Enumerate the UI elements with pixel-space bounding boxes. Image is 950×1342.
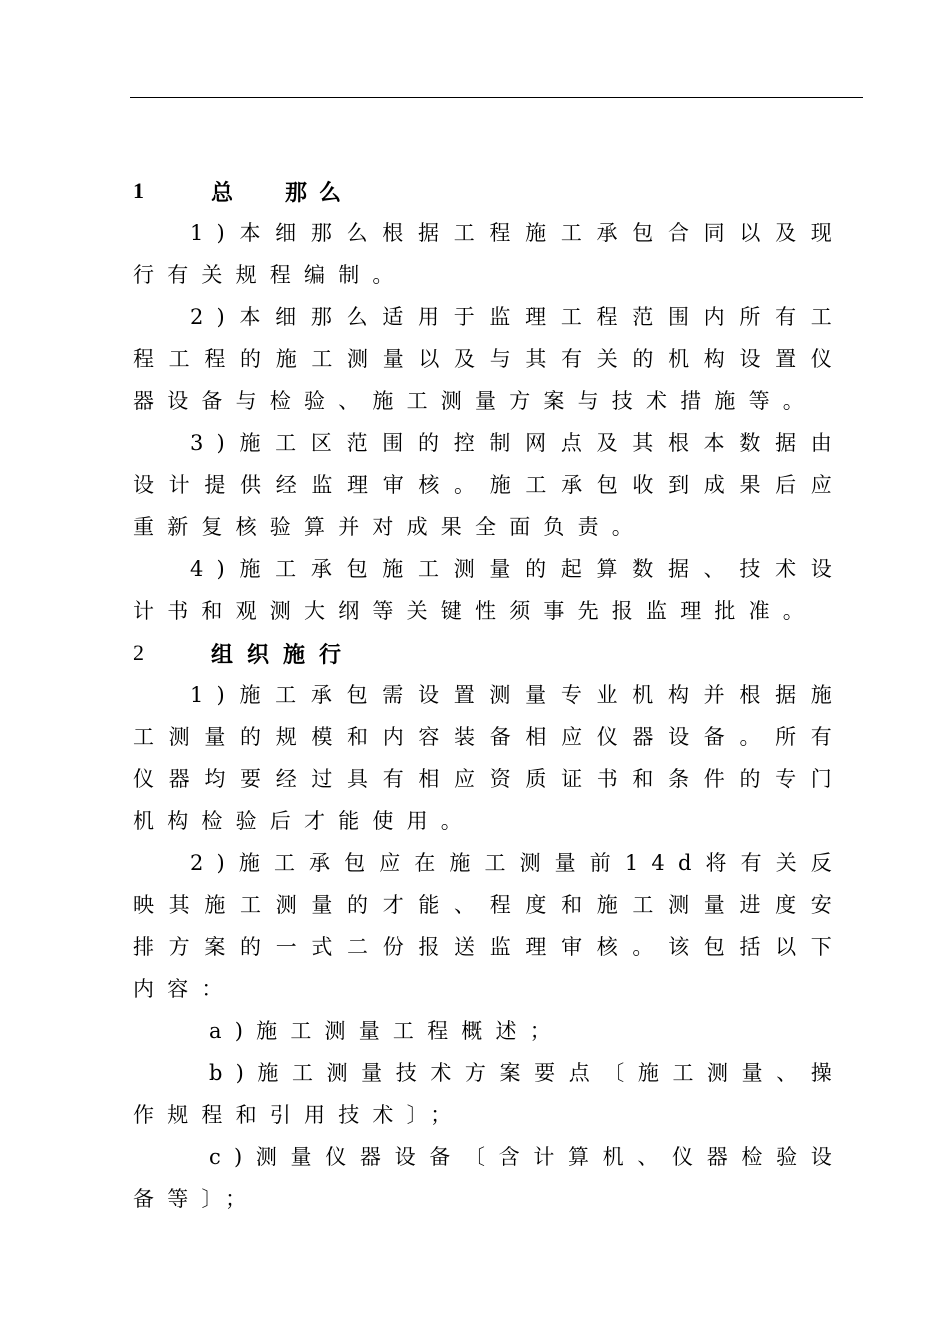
section-heading-1 — [133, 170, 845, 212]
section-title — [211, 176, 353, 207]
paragraph: 1)施工承包需设置测量专业机构并根据施工测量的规模和内容装备相应仪器设备。所有仪器均要经过具有相应资质证书和条件的专门机构检验后才能使用。 — [133, 683, 845, 833]
list-item: c)测量仪器设备〔含计算机、仪器检验设备等〕； — [133, 1145, 845, 1211]
section-number: 2 — [133, 640, 144, 665]
section-title: 组织施行 — [211, 641, 356, 668]
paragraph: 4)施工承包施工测量的起算数据、技术设计书和观测大纲等关键性须事先报监理批准。 — [133, 557, 845, 623]
section-title-rest: 那么 — [285, 179, 354, 206]
document-body — [133, 170, 845, 1220]
paragraph: 1)本细那么根据工程施工承包合同以及现行有关规程编制。 — [133, 221, 845, 287]
list-item: a)施工测量工程概述； — [209, 1019, 564, 1043]
section-title-first: 总 — [211, 179, 234, 206]
list-item: b)施工测量技术方案要点〔施工测量、操作规程和引用技术〕； — [133, 1061, 845, 1127]
paragraph: 2)本细那么适用于监理工程范围内所有工程工程的施工测量以及与其有关的机构设置仪器设备与检验、施工测量方案与技术措施等。 — [133, 305, 845, 413]
section-number: 1 — [133, 178, 144, 203]
paragraph: 2)施工承包应在施工测量前14d将有关反映其施工测量的才能、程度和施工测量进度安排方案的一式二份报送监理审核。该包括以下内容： — [133, 851, 845, 1001]
section-heading-2 — [133, 632, 845, 674]
paragraph: 3)施工区范围的控制网点及其根本数据由设计提供经监理审核。施工承包收到成果后应重新复核验算并对成果全面负责。 — [133, 431, 845, 539]
header-rule — [130, 97, 863, 98]
